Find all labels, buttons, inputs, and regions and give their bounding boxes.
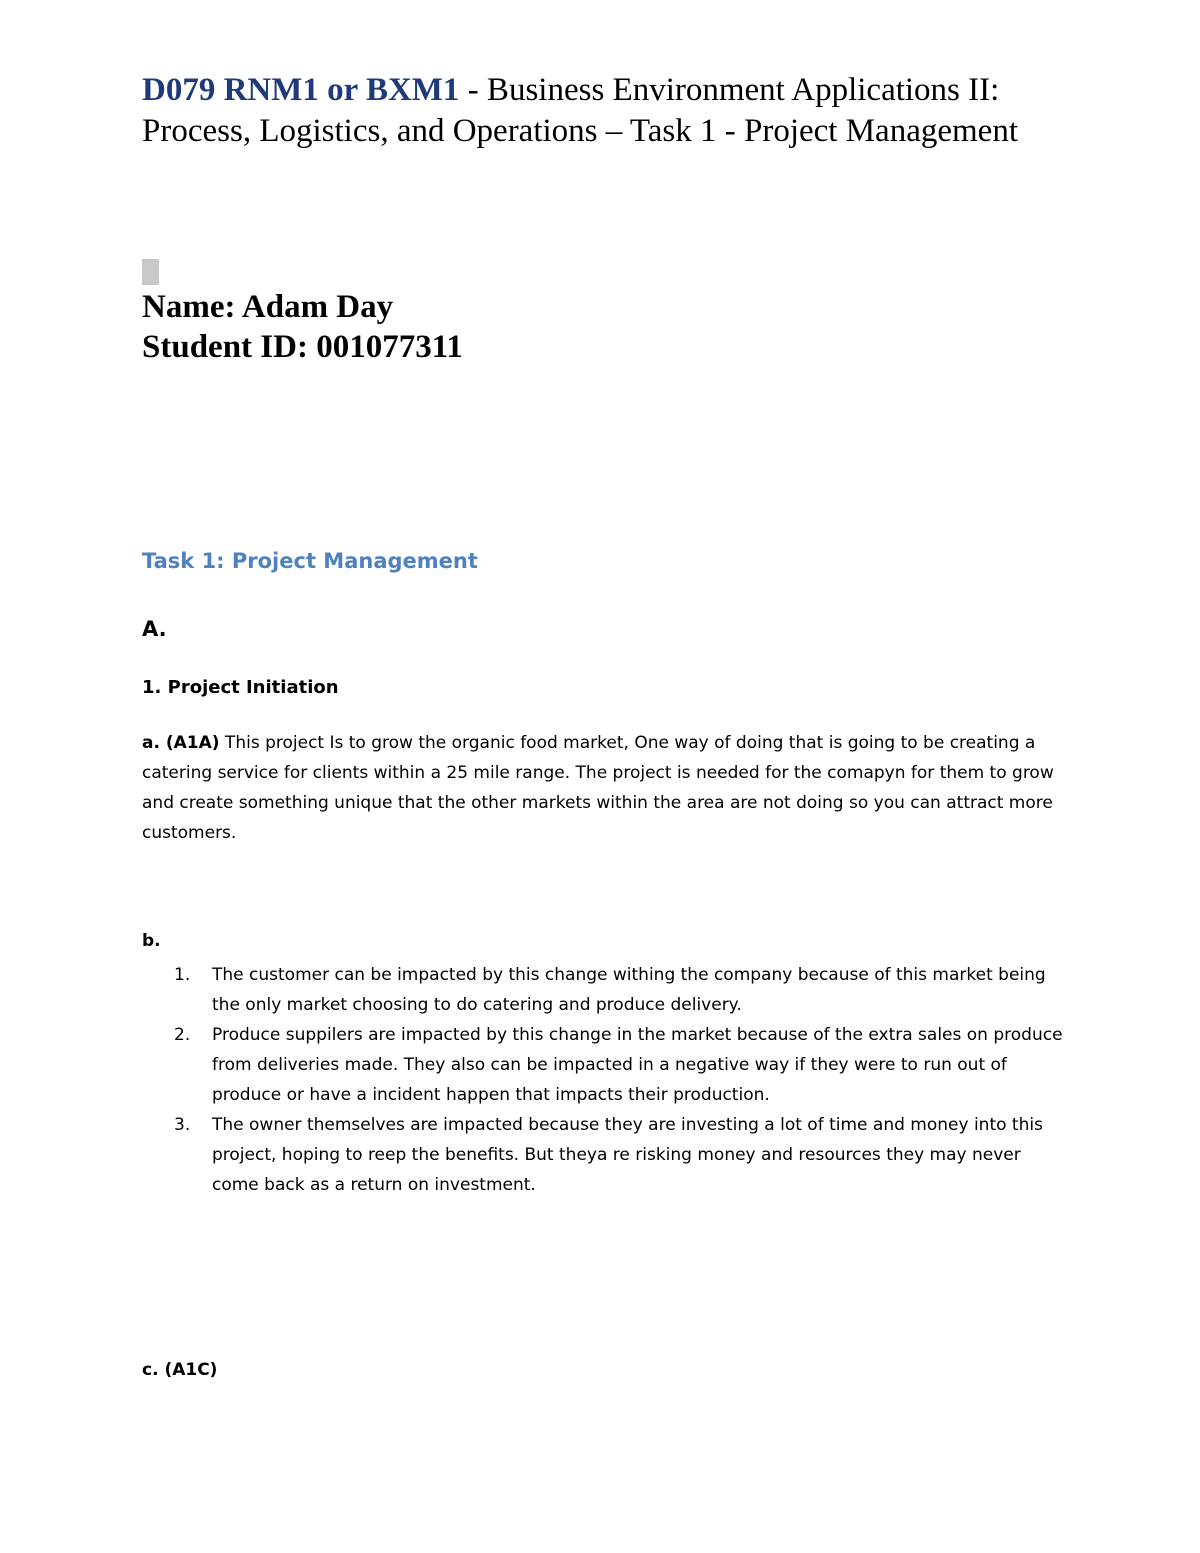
list-item-number: 3.: [174, 1115, 191, 1135]
list-item-text: The customer can be impacted by this change withing the company because of this market being the only market choosing to do catering and produce delivery.: [212, 965, 1046, 1015]
list-item: [142, 1110, 1072, 1200]
section-a-label: A.: [142, 617, 167, 641]
list-item-text: Produce suppilers are impacted by this change in the market because of the extra sales on produce from deliveries made. They also can be impacted in a negative way if they were to run out of produce or have a incident happen that impacts their production.: [212, 1025, 1063, 1105]
list-item: [142, 960, 1072, 1020]
section-c-label: c. (A1C): [142, 1360, 218, 1380]
student-id: Student ID: 001077311: [142, 329, 463, 365]
paragraph-a1a-text: This project Is to grow the organic food market, One way of doing that is going to be creating a catering service for clients within a 25 mile range. The project is needed for the comapyn for them to grow and create something unique that the other markets within the area are not doing so you can attract more customers.: [142, 733, 1054, 843]
stakeholder-list: [142, 960, 1072, 1200]
student-info: [142, 287, 463, 367]
text-cursor-mark: [142, 259, 159, 285]
project-initiation-heading: 1. Project Initiation: [142, 677, 339, 698]
student-name: Name: Adam Day: [142, 289, 394, 325]
course-title: - Business Environment Applications II: Process, Logistics, and Operations – Task 1 - Project Management: [142, 72, 1018, 149]
course-code: D079 RNM1 or BXM1: [142, 72, 460, 108]
list-item: [142, 1020, 1072, 1110]
document-title: [142, 70, 1102, 152]
list-item-number: 2.: [174, 1025, 191, 1045]
section-b-label: b.: [142, 931, 161, 951]
list-item-number: 1.: [174, 965, 191, 985]
list-item-text: The owner themselves are impacted because they are investing a lot of time and money into this project, hoping to reep the benefits. But theya re risking money and resources they may never come back as a return on investment.: [212, 1115, 1043, 1195]
paragraph-a1a-label: a. (A1A): [142, 733, 220, 753]
task-heading: Task 1: Project Management: [142, 549, 478, 573]
paragraph-a1a: [142, 728, 1072, 848]
